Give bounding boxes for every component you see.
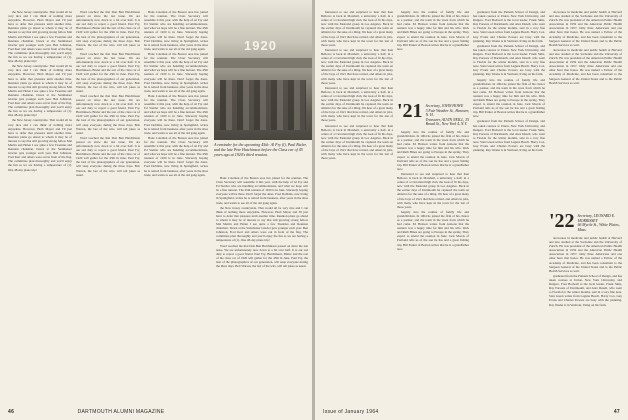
column-text: Interested to see and surprised to hear that Ken Bellows is back in Marshall, a university a half, in a centre of a Cleveland high club, the look of fit his days, now with the Ekstrand group in Los Angeles. Back in the earlier days of Dartmouth he captured the team on athletics for the sake of a thing. We hear of a great many of the boys of 1921 that have retired, and others in jobs, with many who have kept in the town for the last of those years. bbox=[321, 123, 393, 161]
column-text: Hans Coleman of the Boston area has joined for the reunion. The Class Secretary will assemble it this year, with the help of Al Fry and Ed Stettler who are handling accommodations, and what we hope will be a fine turnout. The 45th reunion of 1920 is in June. Sincerely hoping everyone will be there. Don't forget the dates. Fred Dobbins, now living in Springfield, writes he is retired from business, after years in the shoe trade, and wants to see all of the old gang again. bbox=[216, 176, 308, 205]
column-text: Word reached me that Don Ben Hutchinson passed on since the last issue. We are unfortunately now down to a bit over half. It is our sad duty to report a good friend. Paul Fry, Hutchinson, Bixler and the rest of the class car of 1920 will gather for the 45th in June. Paul Fry, the best of the photographers of our generation, will snap everyone during the three days. Bob Warren, the last of the wits, will tell jokes as usual. bbox=[76, 10, 140, 51]
treasurer-info: Treasurer, ALVIN NEILL, 35 Broad St., New York 4, N.Y. bbox=[425, 117, 470, 127]
column-text: doctorates in medicine and public health at Harvard and also studied at the Sorbonne and the University of Zurich. He was president of the American Public Health Association in 1959 and the American Public Health Association in 1957. Only three Americans and one other have that honor. He was named a Fellow of the Academy of Medicine, and has been consultant to the Surgeon General of the United States and to the Public Health Services as well. bbox=[549, 47, 622, 85]
photo-people bbox=[220, 80, 306, 130]
photo-caption: A reminder for the upcoming 45th: Al Fry (l), Paul Bixler, and the late Pete Hutchinson before the Class car of 45 years ago at 1920's third reunion. bbox=[214, 142, 307, 157]
column-text: the New Jersey countryside. That would all be very nice and I can think of nothing more enjoyable. However, Herb Mayer and I'll just have to defer that pleasure until another time. Reunion plans go ahead to whom it may be of interest to say that still growing strong fellow Mal Martin and Helen I see quite a few Twenties and Reunion chairman. Down at the Steinbeiser Glacier gets younger each year. Ben Johnston, Fred Kerr and others were out in front of the flag. The committee plan thoroughly and you'll enjoy the fun as we are having a temperature of (1). One 48-day plane trip! bbox=[8, 118, 72, 172]
column-text: Word reached me that Don Ben Hutchinson passed on since the last issue. We are unfortunately now down to a bit over half. It is our sad duty to report a good friend. Paul Fry, Hutchinson, Bixler and the rest of the class car of 1920 will gather for the 45th in June. Paul Fry, the best of the photographers of our generation, will snap everyone during the three days. Bob Warren, the last of the wits, will tell jokes as usual. bbox=[76, 93, 140, 135]
class-secretary-info bbox=[578, 212, 624, 232]
column-text: happily into the routine of family life and grandchildren. In 1964 he joined the firm of his choice as a partner, and the team in the town from which he had come. Ed Hobson writes from Arizona that the reunion was a happy time for him and his wife. Dick and Ruth Hines are going to Europe in the spring. They expect to attend the reunion in June. Jack Morris of Portland tells us of the son he has and a great fishing trip. Bill Parker of Boston writes that he is a grandfather now. bbox=[397, 130, 469, 171]
column-text: Word reached me that Don Ben Hutchinson passed on since the last issue. We are unfortunately now down to a bit over half. It is our sad duty to report a good friend. Paul Fry, Hutchinson, Bixler and the rest of the class car of 1920 will gather for the 45th in June. Paul Fry, the best of the photographers of our generation, will snap everyone during the three days. Bob Warren, the last of the wits, will tell jokes as usual. bbox=[216, 243, 308, 268]
right-column-4-top bbox=[549, 10, 622, 210]
right-column-2-bottom bbox=[397, 130, 469, 405]
right-footer bbox=[323, 409, 379, 415]
column-text: Interested to see and surprised to hear that Ken Bellows is back in Marshall, a university a half, in a centre of a Cleveland high club, the look of fit his days, now with the Ekstrand group in Los Angeles. Back in the earlier days of Dartmouth he captured the team on athletics for the sake of a thing. We hear of a great many of the boys of 1921 that have retired, and others in jobs, with many who have kept in the town for the last of those years. bbox=[321, 10, 393, 47]
column-text: happily into the routine of family life and grandchildren. In 1964 he joined the firm of his choice as a partner, and the team in the town from which he had come. Ed Hobson writes from Arizona that the reunion was a happy time for him and his wife. Dick and Ruth Hines are going to Europe in the spring. They expect to attend the reunion in June. Jack Morris of Portland tells us of the son he has and a great fishing trip. Bill Parker of Boston writes that he is a grandfather now. bbox=[397, 10, 469, 51]
photo-year-sign: 1920 bbox=[244, 38, 277, 53]
column-text: Hans Coleman of the Boston area has joined for the reunion. The Class Secretary will assemble it this year, with the help of Al Fry and Ed Stettler who are handling accommodations, and what we hope will be a fine turnout. The 45th reunion of 1920 is in June. Sincerely hoping everyone will be there. Don't forget the dates. Fred Dobbins, now living in Springfield, writes he is retired from business, after years in the shoe trade, and wants to see all of the old gang again. bbox=[144, 93, 208, 135]
secretary-name: Secretary, JOHN HOWE bbox=[425, 104, 464, 108]
right-column-4-bottom bbox=[549, 236, 622, 404]
class-21-header bbox=[397, 102, 471, 127]
secretary-address: 66 Myrtle St., White Plains, Mass. bbox=[577, 223, 620, 232]
secretary-address: 3 Fair Weather St., Hanover, N. H. bbox=[425, 108, 470, 118]
class-secretary-info bbox=[426, 102, 471, 127]
column-text: the New Jersey countryside. That would all be very nice and I can think of nothing more enjoyable. However, Herb Mayer and I'll just have to defer that pleasure until another time. Reunion plans go ahead to whom it may be of interest to say that still growing strong fellow Mal Martin and Helen I see quite a few Twenties and Reunion chairman. Down at the Steinbeiser Glacier gets younger each year. Ben Johnston, Fred Kerr and others were out in front of the flag. The committee plan thoroughly and you'll enjoy the fun as we are having a temperature of (1). One 48-day plane trip! bbox=[8, 64, 72, 118]
left-column-4 bbox=[216, 176, 308, 396]
column-text: happily into the routine of family life and grandchildren. In 1964 he joined the firm of his choice as a partner, and the team in the town from which he had come. Ed Hobson writes from Arizona that the reunion was a happy time for him and his wife. Dick and Ruth Hines are going to Europe in the spring. They expect to attend the reunion in June. Jack Morris of Portland tells us of the son he has and a great fishing trip. Bill Parker of Boston writes that he is a grandfather now. bbox=[397, 209, 469, 251]
page-number: 47 bbox=[613, 409, 620, 415]
column-text: Interested to see and surprised to hear that Ken Bellows is back in Marshall, a university a half, in a centre of a Cleveland high club, the look of fit his days, now with the Ekstrand group in Los Angeles. Back in the earlier days of Dartmouth he captured the team on athletics for the sake of a thing. We hear of a great many of the boys of 1921 that have retired, and others in jobs, with many who have kept in the town for the last of those years. bbox=[321, 85, 393, 123]
secretary-name: Secretary, LEONARD E. MORRISSEY bbox=[577, 214, 615, 223]
column-text: Hans Coleman of the Boston area has joined for the reunion. The Class Secretary will assemble it this year, with the help of Al Fry and Ed Stettler who are handling accommodations, and what we hope will be a fine turnout. The 45th reunion of 1920 is in June. Sincerely hoping everyone will be there. Don't forget the dates. Fred Dobbins, now living in Springfield, writes he is retired from business, after years in the shoe trade, and wants to see all of the old gang again. bbox=[144, 10, 208, 51]
photo-banner bbox=[214, 58, 312, 68]
column-text: graduated from the Putnam School of Design, and has taken courses at Union, New York University, and Rutgers. Fred Bodwell is the local leader. Frank Sims, Ray Parsons of Dartmouth, and Alex Dusell, who went to Florida for the winter months, sent in a very fine note. Stan Green writes from Laguna Beach. Harry Cox, Guy Evans and Charles Powers are busy with the planning. Ray Weeks is in Vermont, living on his farm. bbox=[549, 273, 622, 307]
class-number: '21 bbox=[397, 100, 423, 122]
right-footer-number bbox=[614, 409, 620, 415]
column-text: Word reached me that Don Ben Hutchinson passed on since the last issue. We are unfortunately now down to a bit over half. It is our sad duty to report a good friend. Paul Fry, Hutchinson, Bixler and the rest of the class car of 1920 will gather for the 45th in June. Paul Fry, the best of the photographers of our generation, will snap everyone during the three days. Bob Warren, the last of the wits, will tell jokes as usual. bbox=[76, 135, 140, 177]
class-car-photo bbox=[214, 0, 312, 140]
column-text: Interested to see and surprised to hear that Ken Bellows is back in Marshall, a university a half, in a centre of a Cleveland high club, the look of fit his days, now with the Ekstrand group in Los Angeles. Back in the earlier days of Dartmouth he captured the team on athletics for the sake of a thing. We hear of a great many of the boys of 1921 that have retired, and others in jobs, with many who have kept in the town for the last of those years. bbox=[397, 171, 469, 209]
column-text: graduated from the Putnam School of Design, and has taken courses at Union, New York University, and Rutgers. Fred Bodwell is the local leader. Frank Sims, Ray Parsons of Dartmouth, and Alex Dusell, who went to Florida for the winter months, sent in a very fine note. Stan Green writes from Laguna Beach. Harry Cox, Guy Evans and Charles Powers are busy with the planning. Ray Weeks is in Vermont, living on his farm. bbox=[473, 10, 545, 43]
column-text: Hans Coleman of the Boston area has joined for the reunion. The Class Secretary will assemble it this year, with the help of Al Fry and Ed Stettler who are handling accommodations, and what we hope will be a fine turnout. The 45th reunion of 1920 is in June. Sincerely hoping everyone will be there. Don't forget the dates. Fred Dobbins, now living in Springfield, writes he is retired from business, after years in the shoe trade, and wants to see all of the old gang again. bbox=[144, 135, 208, 177]
column-text: Hans Coleman of the Boston area has joined for the reunion. The Class Secretary will assemble it this year, with the help of Al Fry and Ed Stettler who are handling accommodations, and what we hope will be a fine turnout. The 45th reunion of 1920 is in June. Sincerely hoping everyone will be there. Don't forget the dates. Fred Dobbins, now living in Springfield, writes he is retired from business, after years in the shoe trade, and wants to see all of the old gang again. bbox=[144, 51, 208, 93]
left-column-1 bbox=[8, 10, 72, 405]
column-text: Interested to see and surprised to hear that Ken Bellows is back in Marshall, a university a half, in a centre of a Cleveland high club, the look of fit his days, now with the Ekstrand group in Los Angeles. Back in the earlier days of Dartmouth he captured the team on athletics for the sake of a thing. We hear of a great many of the boys of 1921 that have retired, and others in jobs, with many who have kept in the town for the last of those years. bbox=[321, 47, 393, 85]
left-column-3 bbox=[144, 10, 208, 405]
column-text: doctorates in medicine and public health at Harvard and also studied at the Sorbonne and the University of Zurich. He was president of the American Public Health Association in 1959 and the American Public Health Association in 1957. Only three Americans and one other have that honor. He was named a Fellow of the Academy of Medicine, and has been consultant to the Surgeon General of the United States and to the Public Health Services as well. bbox=[549, 10, 622, 47]
column-text: graduated from the Putnam School of Design, and has taken courses at Union, New York University, and Rutgers. Fred Bodwell is the local leader. Frank Sims, Ray Parsons of Dartmouth, and Alex Dusell, who went to Florida for the winter months, sent in a very fine note. Stan Green writes from Laguna Beach. Harry Cox, Guy Evans and Charles Powers are busy with the planning. Ray Weeks is in Vermont, living on his farm. bbox=[473, 119, 545, 153]
left-footer bbox=[8, 409, 164, 415]
class-22-header bbox=[549, 212, 624, 232]
right-column-2-top bbox=[397, 10, 469, 98]
column-text: the New Jersey countryside. That would all be very nice and I can think of nothing more enjoyable. However, Herb Mayer and I'll just have to defer that pleasure until another time. Reunion plans go ahead to whom it may be of interest to say that still growing strong fellow Mal Martin and Helen I see quite a few Twenties and Reunion chairman. Down at the Steinbeiser Glacier gets younger each year. Ben Johnston, Fred Kerr and others were out in front of the flag. The committee plan thoroughly and you'll enjoy the fun as we are having a temperature of (1). One 48-day plane trip! bbox=[8, 10, 72, 64]
right-column-3 bbox=[473, 10, 545, 405]
column-text: graduated from the Putnam School of Design, and has taken courses at Union, New York University, and Rutgers. Fred Bodwell is the local leader. Frank Sims, Ray Parsons of Dartmouth, and Alex Dusell, who went to Florida for the winter months, sent in a very fine note. Stan Green writes from Laguna Beach. Harry Cox, Guy Evans and Charles Powers are busy with the planning. Ray Weeks is in Vermont, living on his farm. bbox=[473, 43, 545, 77]
column-text: Word reached me that Don Ben Hutchinson passed on since the last issue. We are unfortunately now down to a bit over half. It is our sad duty to report a good friend. Paul Fry, Hutchinson, Bixler and the rest of the class car of 1920 will gather for the 45th in June. Paul Fry, the best of the photographers of our generation, will snap everyone during the three days. Bob Warren, the last of the wits, will tell jokes as usual. bbox=[76, 51, 140, 93]
column-text: doctorates in medicine and public health at Harvard and also studied at the Sorbonne and the University of Zurich. He was president of the American Public Health Association in 1959 and the American Public Health Association in 1957. Only three Americans and one other have that honor. He was named a Fellow of the Academy of Medicine, and has been consultant to the Surgeon General of the United States and to the Public Health Services as well. bbox=[549, 236, 622, 273]
left-column-2 bbox=[76, 10, 140, 405]
column-text: the New Jersey countryside. That would all be very nice and I can think of nothing more enjoyable. However, Herb Mayer and I'll just have to defer that pleasure until another time. Reunion plans go ahead to whom it may be of interest to say that still growing strong fellow Mal Martin and Helen I see quite a few Twenties and Reunion chairman. Down at the Steinbeiser Glacier gets younger each year. Ben Johnston, Fred Kerr and others were out in front of the flag. The committee plan thoroughly and you'll enjoy the fun as we are having a temperature of (1). One 48-day plane trip! bbox=[216, 205, 308, 243]
right-page bbox=[315, 0, 628, 420]
right-column-1 bbox=[321, 10, 393, 405]
magazine-name: DARTMOUTH ALUMNI MAGAZINE bbox=[77, 409, 165, 415]
page-number: 46 bbox=[8, 409, 15, 415]
column-text: happily into the routine of family life and grandchildren. In 1964 he joined the firm of his choice as a partner, and the team in the town from which he had come. Ed Hobson writes from Arizona that the reunion was a happy time for him and his wife. Dick and Ruth Hines are going to Europe in the spring. They expect to attend the reunion in June. Jack Morris of Portland tells us of the son he has and a great fishing trip. Bill Parker of Boston writes that he is a grandfather now. bbox=[473, 77, 545, 119]
left-page bbox=[0, 0, 312, 420]
issue-date: Issue of January 1964 bbox=[323, 409, 379, 415]
class-number: '22 bbox=[549, 210, 575, 232]
